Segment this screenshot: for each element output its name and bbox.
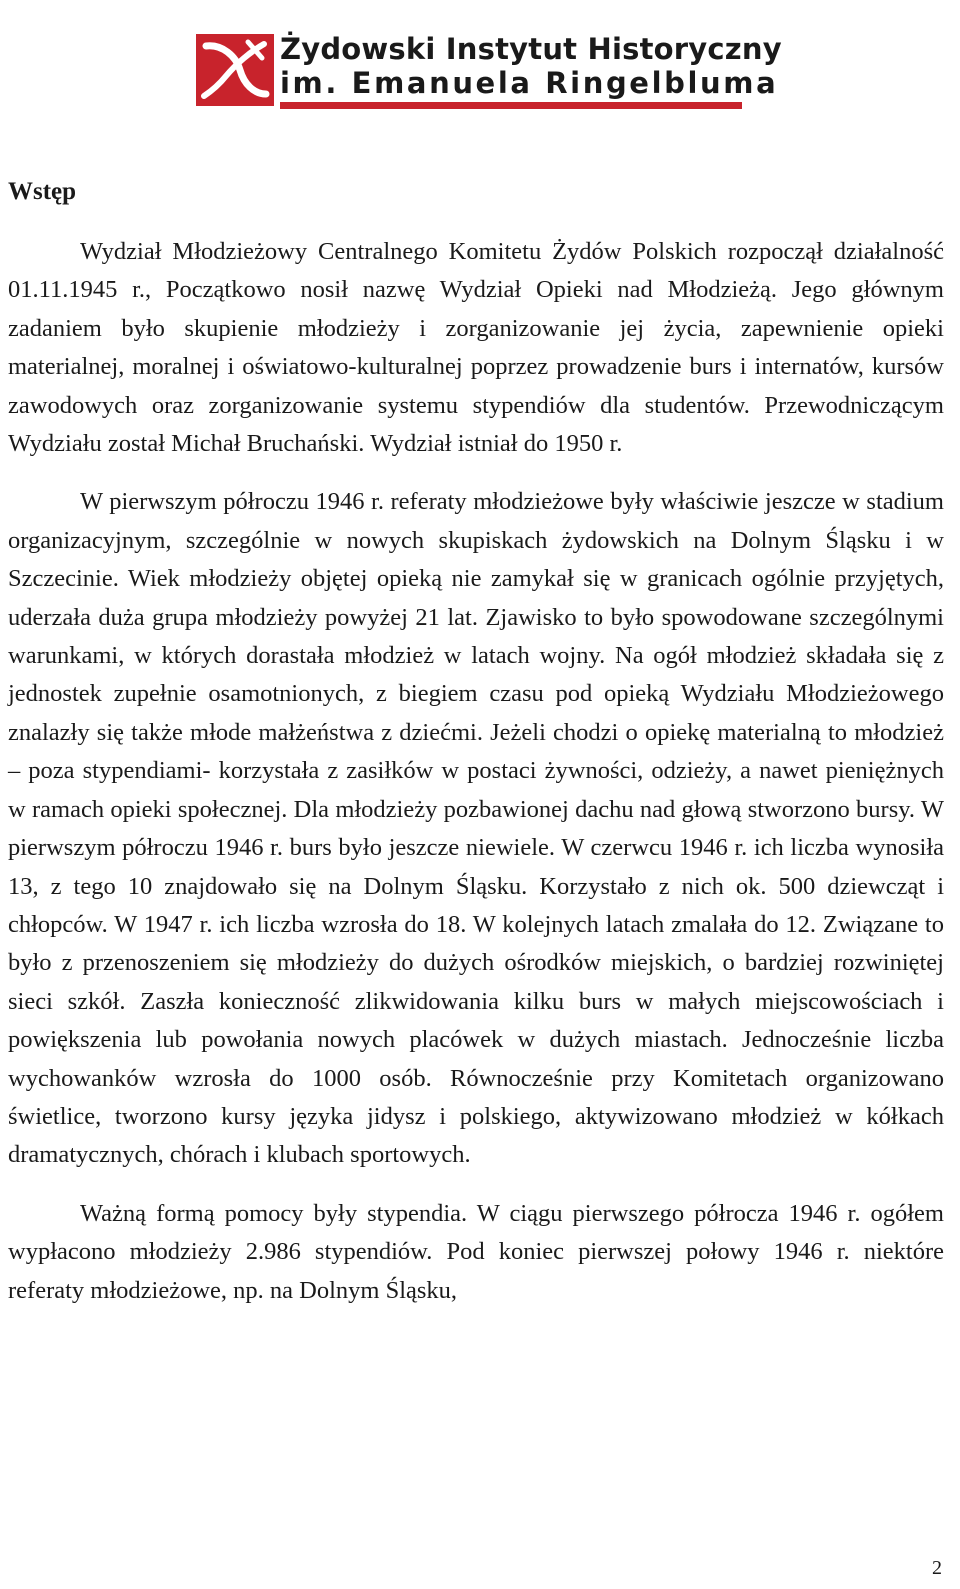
paragraph-1946: W pierwszym półroczu 1946 r. referaty młodzieżowe były właściwie jeszcze w stadium organizacyjnym, szczególnie w nowych skupiskach żydowskich na Dolnym Śląsku i w Szczecinie. Wiek młodzieży objętej opieką nie zamykał się w granicach ogólnie przyjętych, uderzała duża grupa młodzieży powyżej 21 lat. Zjawisko to było spowodowane szczególnymi warunkami, w których dorastała młodzież w latach wojny. Na ogół młodzież składała się z jednostek zupełnie osamotnionych, z biegiem czasu pod opieką Wydziału Młodzieżowego znalazły się także młode małżeństwa z dziećmi. Jeżeli chodzi o opiekę materialną to młodzież – poza stypendiami- korzystała z zasiłków w postaci żywności, odzieży, a nawet pieniężnych w ramach opieki społecznej. Dla młodzieży pozbawionej dachu nad głową stworzono bursy. W pierwszym półroczu 1946 r. burs było jeszcze niewiele. W czerwcu 1946 r. ich liczba wynosiła 13, z tego 10 znajdowało się na Dolnym Śląsku. Korzystało z nich ok. 500 dziewcząt i chłopców. W 1947 r. ich liczba wzrosła do 18. W kolejnych latach zmalała do 12. Związane to było z przenoszeniem się młodzieży do dużych ośrodków miejskich, o bardziej rozwiniętej sieci szkół. Zaszła konieczność zlikwidowania kilku burs w małych miejscowościach i powiększenia lub powołania nowych placówek w dużych miastach. Jednocześnie liczba wychowanków wzrosła do 1000 osób. Równocześnie przy Komitetach organizowano świetlice, tworzono kursy języka jidysz i polskiego, aktywizowano młodzież w kółkach dramatycznych, chórach i klubach sportowych.: [8, 488, 944, 1169]
institute-name-line1: Żydowski Instytut Historyczny: [280, 32, 782, 66]
document-body: [8, 233, 944, 1330]
zih-logo-icon: [196, 34, 274, 106]
page-number: 2: [932, 1557, 942, 1579]
institute-header: [196, 32, 782, 116]
institute-name: [280, 32, 782, 100]
paragraph-intro: Wydział Młodzieżowy Centralnego Komitetu Żydów Polskich rozpoczął działalność 01.11.1945 r., Początkowo nosił nazwę Wydział Opieki nad Młodzieżą. Jego głównym zadaniem było skupienie młodzieży i zorganizowanie jej życia, zapewnienie opieki materialnej, moralnej i oświatowo-kulturalnej poprzez prowadzenie burs i internatów, kursów zawodowych oraz zorganizowanie systemu stypendiów dla studentów. Przewodniczącym Wydziału został Michał Bruchański. Wydział istniał do 1950 r.: [8, 238, 944, 458]
paragraph-scholarships: Ważną formą pomocy były stypendia. W ciągu pierwszego półrocza 1946 r. ogółem wypłacono młodzieży 2.986 stypendiów. Pod koniec pierwszej połowy 1946 r. niektóre referaty młodzieżowe, np. na Dolnym Śląsku,: [8, 1199, 944, 1304]
document-title: Wstęp: [8, 178, 77, 205]
logo-underline: [280, 102, 742, 109]
institute-name-line2: im. Emanuela Ringelbluma: [280, 66, 779, 100]
